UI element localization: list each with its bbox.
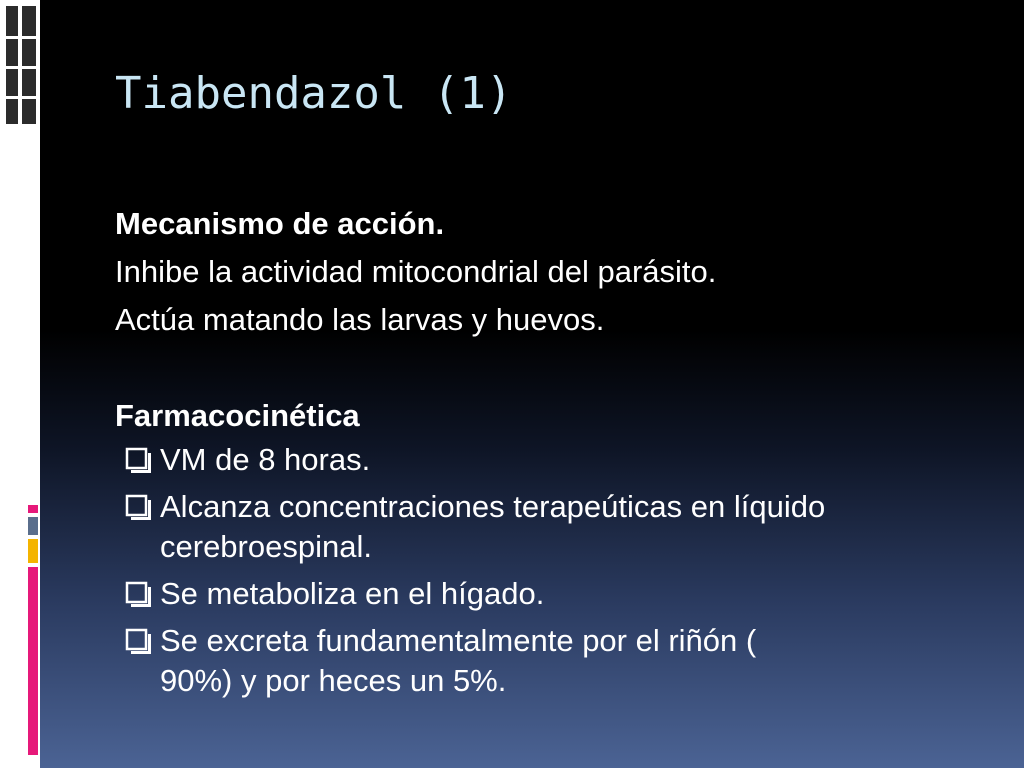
list-item bbox=[115, 487, 985, 567]
list-item bbox=[115, 574, 985, 614]
accent-slate bbox=[28, 517, 38, 535]
bullet-text-line-1: Alcanza concentraciones terapeúticas en líquido bbox=[160, 489, 826, 524]
mecanismo-line-1: Inhibe la actividad mitocondrial del parásito. bbox=[115, 254, 717, 289]
mecanismo-line-2: Actúa matando las larvas y huevos. bbox=[115, 302, 605, 337]
bullet-text-line-1: VM de 8 horas. bbox=[160, 442, 371, 477]
checkbox-square-icon bbox=[125, 447, 151, 473]
accent-pink-bar bbox=[28, 567, 38, 755]
list-item bbox=[115, 621, 985, 701]
list-item bbox=[115, 440, 985, 480]
mecanismo-heading: Mecanismo de acción. bbox=[115, 206, 445, 241]
checkbox-square-icon bbox=[125, 628, 151, 654]
accent-pink-top bbox=[28, 505, 38, 513]
accent-bars bbox=[28, 505, 40, 755]
accent-gold bbox=[28, 539, 38, 563]
bullet-text-line-1: Se excreta fundamentalmente por el riñón ( bbox=[160, 623, 757, 658]
farmacocinetica-list bbox=[115, 440, 985, 701]
slide-title: Tiabendazol (1) bbox=[115, 68, 513, 119]
checkbox-square-icon bbox=[125, 581, 151, 607]
checkbox-square-icon bbox=[125, 494, 151, 520]
spacer bbox=[115, 344, 985, 392]
bullet-text-line-2: cerebroespinal. bbox=[160, 529, 372, 564]
bullet-text-line-2: 90%) y por heces un 5%. bbox=[160, 663, 507, 698]
bullet-text-line-1: Se metaboliza en el hígado. bbox=[160, 576, 545, 611]
window-panes-icon bbox=[0, 0, 40, 130]
farmacocinetica-heading: Farmacocinética bbox=[115, 398, 360, 433]
left-white-strip bbox=[0, 0, 40, 768]
slide-body bbox=[115, 200, 985, 708]
